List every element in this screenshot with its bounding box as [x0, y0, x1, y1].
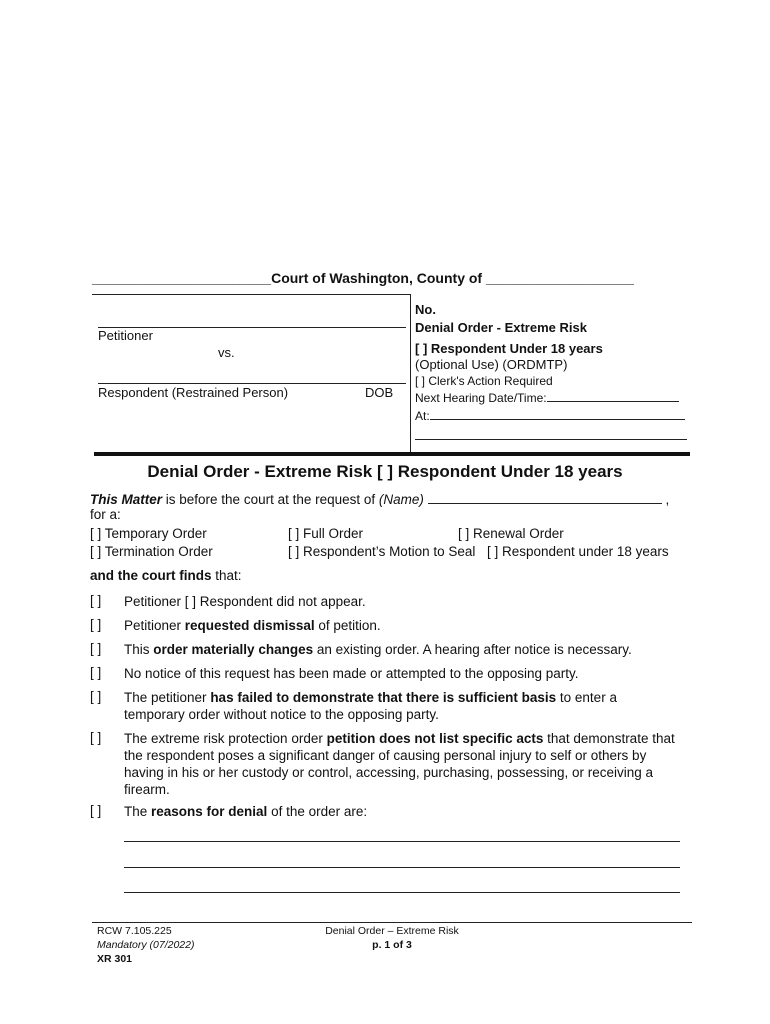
finding-3-text: [124, 641, 684, 658]
finding-7-text: [124, 803, 684, 820]
footer-mandatory: Mandatory (07/2022): [97, 939, 195, 951]
case-number-label: No.: [415, 302, 436, 317]
court-finds-bold: and the court finds: [90, 568, 212, 583]
finding-6-a: The extreme risk protection order: [124, 731, 327, 746]
termination-order-checkbox[interactable]: [ ] Termination Order: [90, 544, 213, 559]
court-name-blank[interactable]: _______________________: [92, 270, 272, 286]
next-hearing-text: Next Hearing Date/Time:: [415, 391, 547, 405]
finding-7-checkbox[interactable]: [ ]: [90, 803, 102, 818]
footer-rcw: RCW 7.105.225: [97, 925, 172, 937]
respondent-line[interactable]: [98, 383, 406, 384]
finding-6-bold: petition does not list specific acts: [326, 731, 544, 746]
versus-label: vs.: [218, 345, 235, 360]
footer-page-number: p. 1 of 3: [372, 939, 412, 951]
temporary-order-checkbox[interactable]: [ ] Temporary Order: [90, 526, 207, 541]
hearing-extra-line[interactable]: [415, 439, 687, 440]
finding-5-a: The petitioner: [124, 690, 211, 705]
finding-3-a: This: [124, 642, 154, 657]
court-label: Court of Washington, County of: [271, 270, 483, 286]
footer-rule: [92, 922, 692, 923]
for-a-label: for a:: [90, 507, 121, 522]
renewal-order-checkbox[interactable]: [ ] Renewal Order: [458, 526, 564, 541]
finding-6-text: [124, 730, 684, 798]
before-court-text: is before the court at the request of: [162, 492, 379, 507]
this-matter-label: This Matter: [90, 492, 163, 507]
name-hint: (Name): [378, 492, 424, 507]
dob-label: DOB: [365, 385, 394, 400]
finding-6-checkbox[interactable]: [ ]: [90, 730, 102, 745]
finding-3-checkbox[interactable]: [ ]: [90, 641, 102, 656]
finding-4-text: No notice of this request has been made or attempted to the opposing party.: [124, 666, 579, 681]
finding-6-c: that demonstrate that the respondent poses a significant danger of causing personal injury to self or others by having in his or her custody or control, accessing, purchasing, possessing, or receiving a firearm.: [124, 731, 675, 797]
finding-3-c: an existing order. A hearing after notice is necessary.: [313, 642, 632, 657]
finding-5-text: [124, 689, 644, 723]
footer-form-name: Denial Order – Extreme Risk: [325, 925, 459, 937]
finding-2-c: of petition.: [314, 618, 381, 633]
at-text: At:: [415, 409, 430, 423]
caption-top-rule: [92, 294, 410, 295]
finding-5-bold: has failed to demonstrate that there is sufficient basis: [210, 690, 557, 705]
finding-7-bold: reasons for denial: [151, 804, 268, 819]
finding-5-checkbox[interactable]: [ ]: [90, 689, 102, 704]
motion-to-seal-checkbox[interactable]: [ ] Respondent’s Motion to Seal: [288, 544, 476, 559]
finding-7-a: The: [124, 804, 152, 819]
petitioner-label: Petitioner: [98, 328, 153, 343]
reason-line-3[interactable]: [124, 892, 680, 893]
requester-name-field[interactable]: [428, 490, 662, 504]
finding-2-a: Petitioner: [124, 618, 185, 633]
respondent-under-18-order-checkbox[interactable]: [ ] Respondent under 18 years: [487, 544, 669, 559]
court-finds-line: [90, 568, 242, 583]
intro-trailing: ,: [661, 492, 670, 507]
at-field[interactable]: [430, 406, 685, 420]
document-title: Denial Order - Extreme Risk [ ] Respondent Under 18 years: [147, 462, 623, 481]
at-label: [415, 406, 685, 423]
optional-use-label: (Optional Use) (ORDMTP): [415, 357, 568, 372]
finding-1-text: Petitioner [ ] Respondent did not appear.: [124, 594, 366, 609]
caption-order-title: Denial Order - Extreme Risk: [415, 320, 587, 335]
finding-3-bold: order materially changes: [153, 642, 314, 657]
finding-7-c: of the order are:: [267, 804, 368, 819]
clerk-action-checkbox[interactable]: [ ] Clerk's Action Required: [415, 374, 553, 388]
full-order-checkbox[interactable]: [ ] Full Order: [288, 526, 364, 541]
next-hearing-label: [415, 388, 679, 405]
footer-form-id: XR 301: [97, 953, 133, 965]
reason-line-1[interactable]: [124, 841, 680, 842]
respondent-under-18-checkbox[interactable]: [ ] Respondent Under 18 years: [415, 341, 603, 356]
finding-2-text: [124, 617, 684, 634]
intro-line: [90, 490, 669, 507]
finding-2-checkbox[interactable]: [ ]: [90, 617, 102, 632]
court-header: [92, 270, 634, 286]
finding-2-bold: requested dismissal: [184, 618, 315, 633]
respondent-label: Respondent (Restrained Person): [98, 385, 289, 400]
caption-divider: [410, 294, 411, 454]
caption-bottom-rule: [94, 452, 690, 456]
next-hearing-field[interactable]: [547, 388, 679, 402]
reason-line-2[interactable]: [124, 867, 680, 868]
court-finds-rest: that:: [211, 568, 242, 583]
finding-4-checkbox[interactable]: [ ]: [90, 665, 102, 680]
finding-1-checkbox[interactable]: [ ]: [90, 593, 102, 608]
finding-5-c: to enter a temporary order without notice to the opposing party.: [124, 690, 617, 722]
county-blank[interactable]: ___________________: [485, 270, 634, 286]
